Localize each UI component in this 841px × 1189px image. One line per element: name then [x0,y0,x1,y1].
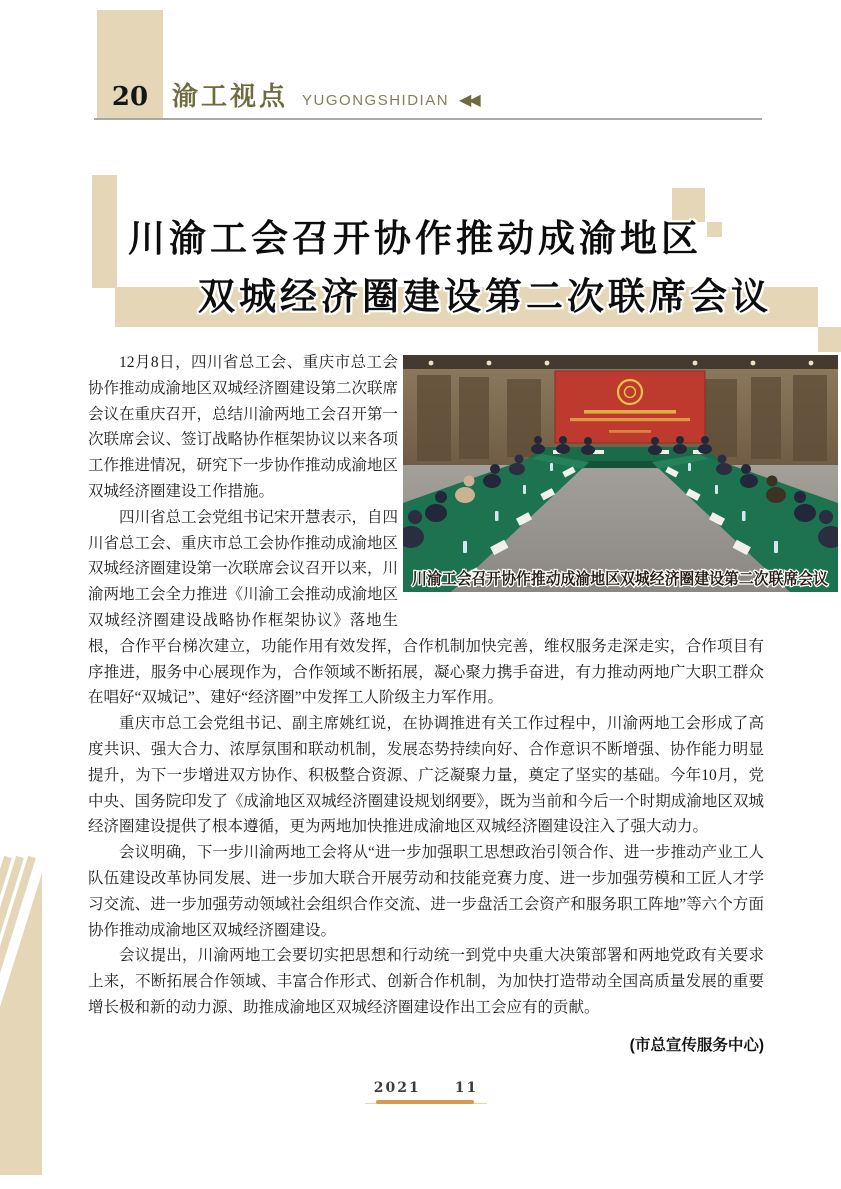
header-rule [94,118,762,120]
article-title-line2: 双城经济圈建设第二次联席会议 [198,274,772,318]
body-paragraph: 会议提出，川渝两地工会要切实把思想和行动统一到党中央重大决策部署和两地党政有关要求上来，不断拓展合作领域、丰富合作形式、创新合作机制，为加快打造带动全国高质量发展的重要增长极和新的动力源、助推成渝地区双城经济圈建设作出工会应有的贡献。 [88,947,764,1016]
footer-issue: 11 [454,1080,479,1096]
double-left-arrow-icon: ◀◀ [459,90,478,109]
photo-wrap-spacer [398,350,764,608]
section-subtitle: YUGONGSHIDIAN [302,92,450,109]
page-number-box [97,10,163,118]
photo-caption: 川渝工会召开协作推动成渝地区双城经济圈建设第二次联席会议 [412,569,828,588]
body-paragraph: 12月8日，四川省总工会、重庆市总工会协作推动成渝地区双城经济圈建设第二次联席会议在重庆召开，总结川渝两地工会召开第一次联席会议、签订战略协作框架协议以来各项工作推进情况，研究下一步协作推动成渝地区双城经济圈建设工作措施。 [88,354,399,500]
corner-stripes-decoration [0,855,44,1175]
body-paragraph: 重庆市总工会党组书记、副主席姚红说，在协调推进有关工作过程中，川渝两地工会形成了高度共识、强大合力、浓厚氛围和联动机制，发展态势持续向好、合作意识不断增强、协作能力明显提升，为下一步增进双方协作、积极整合资源、广泛凝聚力量，奠定了坚实的基础。今年10月，党中央、国务院印发了《成渝地区双城经济圈建设规划纲要》，既为当前和今后一个时期成渝地区双城经济圈建设提供了根本遵循，更为两地加快推进成渝地区双城经济圈建设注入了强大动力。 [88,715,764,836]
body-paragraph: 会议明确，下一步川渝两地工会将从“进一步加强职工思想政治引领合作、进一步推动产业工人队伍建设改革协同发展、进一步加大联合开展劳动和技能竞赛力度、进一步加强劳模和工匠人才学习交流、进一步加强劳动领域社会组织合作交流、进一步盘活工会资产和服务职工阵地”等六个方面协作推动成渝地区双城经济圈建设。 [88,844,764,939]
article-byline: (市总宣传服务中心) [629,1036,764,1054]
article-title-line1: 川渝工会召开协作推动成渝地区 [128,216,702,260]
title-deco-square-small [707,222,722,237]
footer-issue-info [88,1080,764,1096]
title-deco-square-edge [818,327,841,352]
footer-rule-thick [376,1100,474,1104]
footer-year: 2021 [373,1080,421,1096]
section-header [172,76,478,113]
body-paragraph: 四川省总工会党组书记宋开慧表示，自四川省总工会、重庆市总工会协作推动成渝地区双城经济圈建设第一次联席会议召开以来，川渝两地工会全力推进《川渝工会推动成渝地区双城经济圈建设战略协作框架协议》落地生根，合作平台梯次建立，功能作用有效发挥，合作机制加快完善，维权服务走深走实，合作项目有序推进，服务中心展现作为，合作领域不断拓展，凝心聚力携手奋进，有力推动两地广大职工群众在唱好“双城记”、建好“经济圈”中发挥工人阶级主力军作用。 [88,508,764,707]
article-body [88,350,764,1059]
title-deco-left-bar [92,175,117,288]
page-number: 20 [111,82,149,112]
section-title: 渝工视点 [172,81,289,111]
